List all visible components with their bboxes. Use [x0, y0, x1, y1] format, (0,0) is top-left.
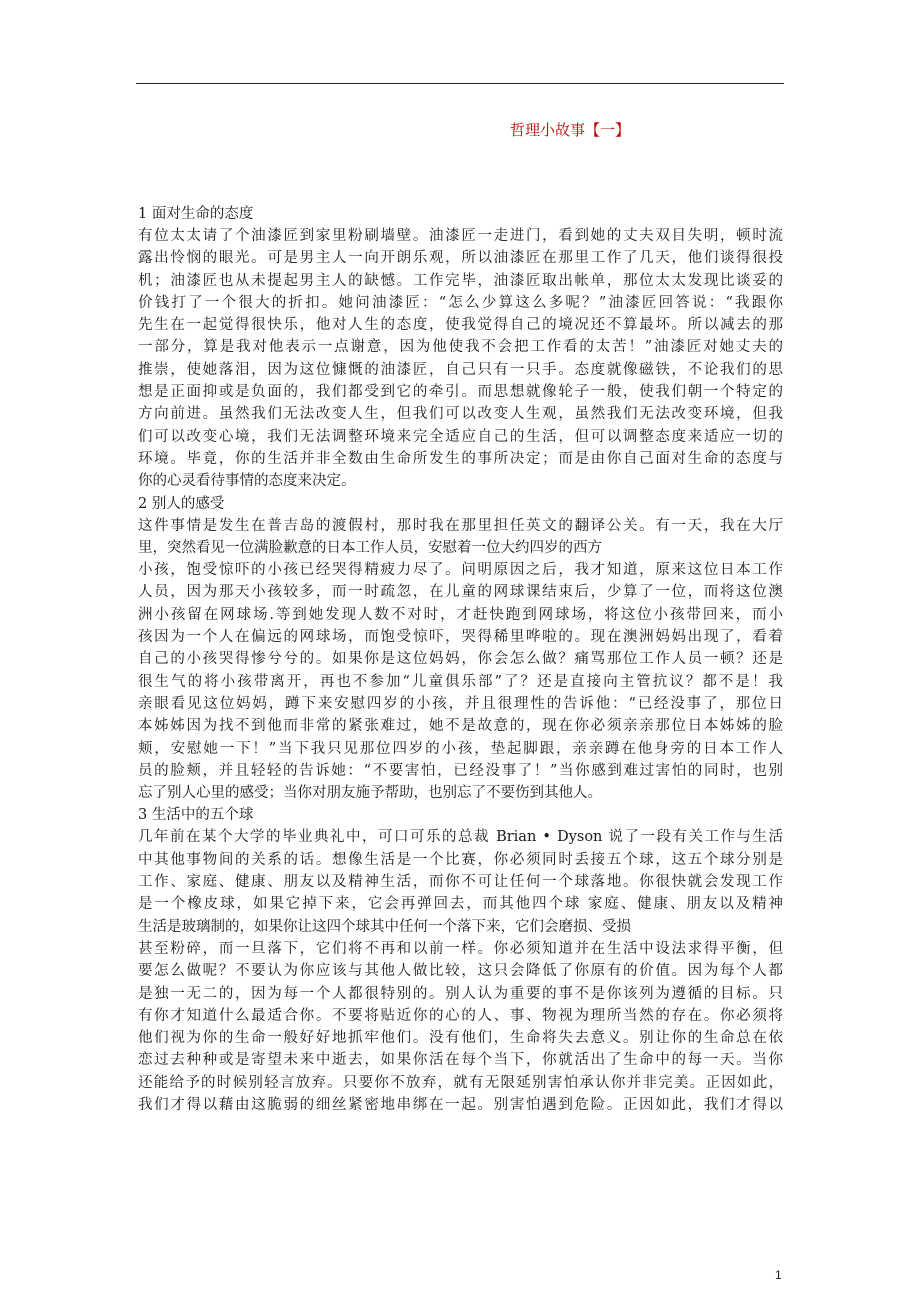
paragraph-line: 中其他事物间的关系的话。想像生活是一个比赛，你必须同时丢接五个球，这五个球分别是 [138, 851, 783, 868]
document-body [138, 203, 783, 1116]
paragraph-line: 价钱打了一个很大的折扣。她问油漆匠：“怎么少算这么多呢？”油漆匠回答说：“我跟你 [138, 294, 783, 311]
paragraph-line: 洲小孩留在网球场.等到她发现人数不对时，才赶快跑到网球场，将这位小孩带回来，而小 [138, 606, 783, 623]
paragraph-line: 工作、家庭、健康、朋友以及精神生活，而你不可让任何一个球落地。你很快就会发现工作 [138, 874, 783, 891]
paragraph-line: 他们视为你的生命一般好好地抓牢他们。没有他们，生命将失去意义。别让你的生命总在依 [138, 1030, 783, 1047]
section-heading: 2 别人的感受 [138, 495, 225, 512]
paragraph-line: 自己的小孩哭得惨兮兮的。如果你是这位妈妈，你会怎么做？痛骂那位工作人员一顿？还是 [138, 651, 783, 668]
paragraph-line: 几年前在某个大学的毕业典礼中，可口可乐的总裁 Brian • Dyson 说了一段有关工作与生活 [138, 829, 783, 846]
paragraph-line: 机；油漆匠也从未提起男主人的缺憾。工作完毕，油漆匠取出帐单，那位太太发现比谈妥的 [138, 272, 783, 289]
section-heading: 1 面对生命的态度 [138, 206, 254, 222]
paragraph-line: 环境。毕竟，你的生活并非全数由生命所发生的事所决定；而是由你自己面对生命的态度与 [138, 450, 783, 467]
paragraph-line: 方向前进。虽然我们无法改变人生，但我们可以改变人生观，虽然我们无法改变环境，但我 [138, 406, 783, 423]
paragraph-line: 里，突然看见一位满脸歉意的日本工作人员，安慰着一位大约四岁的西方 [138, 539, 602, 556]
paragraph-line: 孩因为一个人在偏远的网球场，而饱受惊吓，哭得稀里哗啦的。现在澳洲妈妈出现了，看着 [138, 629, 783, 646]
paragraph-line: 是一个橡皮球，如果它掉下来，它会再弹回去，而其他四个球 家庭、健康、朋友以及精神 [138, 896, 783, 913]
paragraph-line: 想是正面抑或是负面的，我们都受到它的牵引。而思想就像轮子一般，使我们朝一个特定的 [138, 384, 783, 401]
paragraph-line: 们可以改变心境，我们无法调整环境来完全适应自己的生活，但可以调整态度来适应一切的 [138, 428, 783, 445]
page-number: 1 [775, 1268, 782, 1282]
paragraph-line: 亲眼看见这位妈妈，蹲下来安慰四岁的小孩，并且很理性的告诉他：“已经没事了，那位日 [138, 695, 783, 712]
paragraph-line: 要怎么做呢？不要认为你应该与其他人做比较，这只会降低了你原有的价值。因为每个人都 [138, 963, 783, 980]
paragraph-line: 员的脸颊，并且轻轻的告诉她：“不要害怕，已经没事了！”当你感到难过害怕的同时，也别 [138, 762, 783, 779]
paragraph-line: 我们才得以藉由这脆弱的细丝紧密地串绑在一起。别害怕遇到危险。正因如此，我们才得以 [138, 1096, 783, 1113]
paragraph-line: 先生在一起觉得很快乐，他对人生的态度，使我觉得自己的境况还不算最坏。所以减去的那 [138, 317, 783, 334]
paragraph-line: 推崇，使她落泪，因为这位慷慨的油漆匠，自己只有一只手。态度就像磁铁，不论我们的思 [138, 361, 783, 378]
paragraph-line: 是独一无二的，因为每一个人都很特别的。别人认为重要的事不是你该列为遵循的目标。只 [138, 985, 783, 1002]
paragraph-line: 生活是玻璃制的，如果你让这四个球其中任何一个落下来，它们会磨损、受损 [138, 918, 631, 935]
paragraph-line: 颊，安慰她一下！”当下我只见那位四岁的小孩，垫起脚跟，亲亲蹲在他身旁的日本工作人 [138, 740, 783, 757]
paragraph-line: 甚至粉碎，而一旦落下，它们将不再和以前一样。你必须知道并在生活中设法求得平衡，但 [138, 940, 783, 957]
paragraph-line: 有你才知道什么最适合你。不要将贴近你的心的人、事、物视为理所当然的存在。你必须将 [138, 1007, 783, 1024]
paragraph-line: 一部分，算是我对他表示一点谢意，因为他使我不会把工作看的太苦！”油漆匠对她丈夫的 [138, 339, 783, 356]
header-rule [136, 83, 784, 84]
paragraph-line: 人员，因为那天小孩较多，而一时疏忽，在儿童的网球课结束后，少算了一位，而将这位澳 [138, 584, 783, 601]
paragraph-line: 有位太太请了个油漆匠到家里粉刷墙壁。油漆匠一走进门，看到她的丈夫双目失明，顿时流 [138, 228, 783, 244]
document-title: 哲理小故事【一】 [510, 121, 631, 139]
paragraph-line: 你的心灵看待事情的态度来决定。 [138, 473, 356, 490]
paragraph-line: 很生气的将小孩带离开，再也不参加“儿童俱乐部”了？还是直接向主管抗议？都不是！我 [138, 673, 783, 690]
paragraph-line: 恋过去种种或是寄望未来中逝去，如果你活在每个当下，你就活出了生命中的每一天。当你 [138, 1052, 783, 1069]
paragraph-line: 露出怜悯的眼光。可是男主人一向开朗乐观，所以油漆匠在那里工作了几天，他们谈得很投 [138, 250, 783, 267]
paragraph-line: 这件事情是发生在普吉岛的渡假村，那时我在那里担任英文的翻译公关。有一天，我在大厅 [138, 517, 783, 534]
paragraph-line: 还能给予的时候别轻言放弃。只要你不放弃，就有无限延别害怕承认你并非完美。正因如此， [138, 1074, 783, 1091]
paragraph-line: 小孩，饱受惊吓的小孩已经哭得精疲力尽了。问明原因之后，我才知道，原来这位日本工作 [138, 562, 783, 579]
section-heading: 3 生活中的五个球 [138, 807, 254, 824]
paragraph-line: 本姊姊因为找不到他而非常的紧张难过，她不是故意的，现在你必须亲亲那位日本姊姊的脸 [138, 718, 783, 735]
paragraph-line: 忘了别人心里的感受；当你对朋友施予帮助，也别忘了不要伤到其他人。 [138, 785, 602, 802]
